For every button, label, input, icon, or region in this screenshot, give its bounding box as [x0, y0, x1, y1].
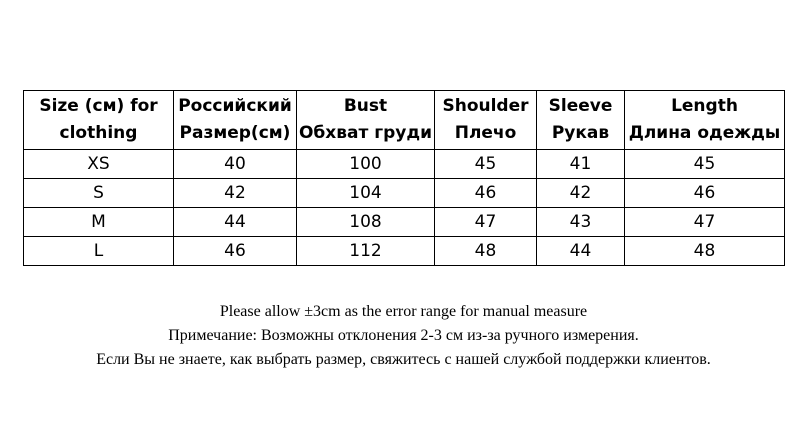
cell-shoulder: 46	[435, 179, 537, 208]
cell-sleeve: 42	[537, 179, 625, 208]
cell-sleeve: 44	[537, 237, 625, 266]
cell-size: S	[24, 179, 174, 208]
cell-bust: 100	[297, 150, 435, 179]
header-russian-size-line-1: Российский	[178, 96, 292, 116]
header-bust-line-1: Bust	[343, 96, 388, 116]
header-size-line-2: clothing	[59, 123, 138, 143]
header-shoulder-line-1: Shoulder	[442, 96, 529, 116]
cell-russian-size: 42	[174, 179, 297, 208]
note-contact-support: Если Вы не знаете, как выбрать размер, свяжитесь с нашей службой поддержки клиентов.	[96, 351, 711, 368]
cell-length: 48	[625, 237, 785, 266]
cell-shoulder: 47	[435, 208, 537, 237]
cell-sleeve: 43	[537, 208, 625, 237]
cell-size: L	[24, 237, 174, 266]
cell-shoulder: 48	[435, 237, 537, 266]
header-length-line-1: Length	[671, 96, 738, 116]
cell-length: 46	[625, 179, 785, 208]
header-bust-line-2: Обхват груди	[298, 123, 433, 143]
cell-size: XS	[24, 150, 174, 179]
header-length	[625, 91, 785, 150]
header-length-line-2: Длина одежды	[628, 123, 781, 143]
cell-shoulder: 45	[435, 150, 537, 179]
header-sleeve-line-1: Sleeve	[548, 96, 613, 116]
header-sleeve	[537, 91, 625, 150]
note-error-range-en: Please allow ±3cm as the error range for manual measure	[219, 303, 588, 320]
cell-size: M	[24, 208, 174, 237]
note-error-range-ru: Примечание: Возможны отклонения 2-3 см из-за ручного измерения.	[168, 327, 639, 344]
cell-length: 47	[625, 208, 785, 237]
header-russian-size	[174, 91, 297, 150]
size-chart-table	[23, 90, 785, 266]
table-row	[24, 237, 785, 266]
table-row	[24, 179, 785, 208]
cell-russian-size: 46	[174, 237, 297, 266]
cell-bust: 104	[297, 179, 435, 208]
cell-bust: 112	[297, 237, 435, 266]
header-size-line-1: Size (см) for	[39, 96, 158, 116]
table-row	[24, 208, 785, 237]
header-russian-size-line-2: Размер(см)	[179, 123, 291, 143]
cell-bust: 108	[297, 208, 435, 237]
header-size	[24, 91, 174, 150]
table-row	[24, 150, 785, 179]
header-shoulder	[435, 91, 537, 150]
header-row	[24, 91, 785, 150]
cell-length: 45	[625, 150, 785, 179]
cell-russian-size: 40	[174, 150, 297, 179]
header-shoulder-line-2: Плечо	[454, 123, 517, 143]
measurement-notes	[0, 300, 807, 372]
header-sleeve-line-2: Рукав	[551, 123, 610, 143]
header-bust	[297, 91, 435, 150]
cell-sleeve: 41	[537, 150, 625, 179]
cell-russian-size: 44	[174, 208, 297, 237]
